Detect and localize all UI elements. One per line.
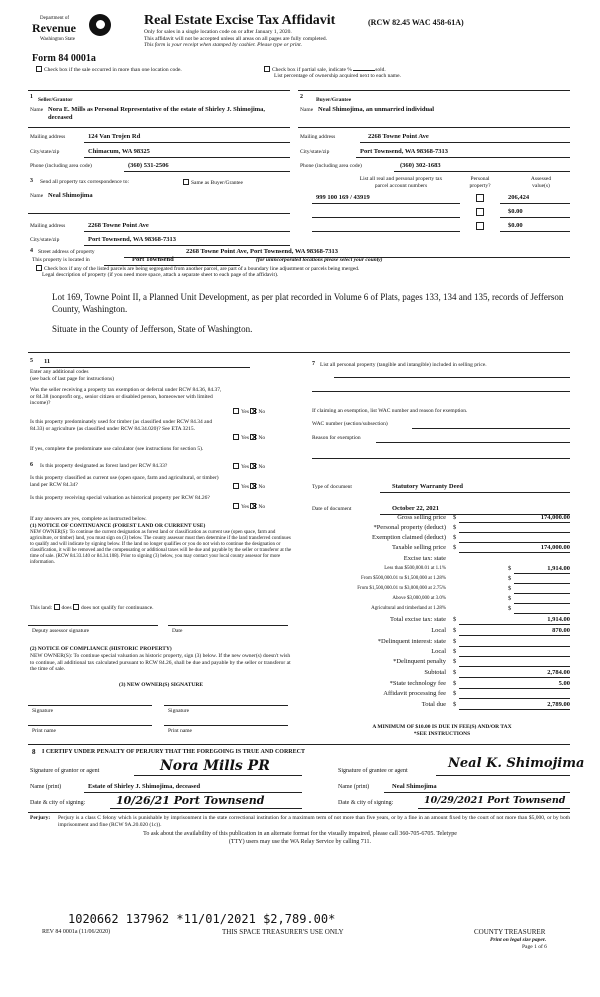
owner-print-label: Print name (168, 728, 192, 734)
buyer-name: Neal Shimojima, an unmarried individual (318, 106, 435, 113)
s6-num: 6 (30, 462, 33, 468)
s6-q2: Is this property classified as current use (open space, farm and agricultural, or timber) land per RCW 84.34? (30, 475, 219, 488)
owner-sig-label: Signature (32, 708, 54, 714)
personal-property-check[interactable] (476, 208, 484, 216)
street-num: 4 (30, 248, 33, 254)
owner-sig-label: Signature (168, 708, 190, 714)
exemption-reason-label: Reason for exemption (312, 435, 361, 441)
dor-logo-icon (89, 14, 111, 36)
header-note: Only for sales in a single location code on or after January 1, 2020. (144, 29, 292, 35)
parcel-value: $0.00 (508, 208, 523, 215)
segregation-check[interactable]: Check box if any of the listed parcels are being segregated from another parcel, are part of a boundary line adjustment or parcels being merged. (36, 265, 359, 273)
deputy-date-label: Date (172, 628, 183, 634)
calc-label: *Delinquent penalty (393, 658, 446, 665)
dollar-sign: $ (453, 680, 457, 687)
grantor-sig-label: Signature of grantor or agent (30, 768, 100, 774)
calc-label: Subtotal (424, 669, 446, 676)
parcels-h3: Personal (470, 176, 490, 182)
seller-phone-label: Phone (including area code) (30, 163, 92, 169)
form-rcw: (RCW 82.45 WAC 458-61A) (368, 18, 464, 27)
multi-location-check[interactable]: Check box if the sale occurred in more than one location code. (36, 66, 182, 74)
buyer-city-label: City/state/zip (300, 149, 330, 155)
buyer-mail-label: Mailing address (300, 134, 336, 140)
grantee-date-label: Date & city of signing: (338, 800, 394, 806)
dollar-sign: $ (453, 524, 457, 531)
calc-value: 174,000.00 (540, 514, 570, 521)
s5-codes-note: (see back of last page for instructions) (30, 375, 114, 382)
deputy-sig-label: Deputy assessor signature (32, 628, 90, 634)
owner-print-label: Print name (32, 728, 56, 734)
perjury-label: Perjury: (30, 815, 51, 821)
dollar-sign: $ (453, 658, 457, 665)
located-value: Port Townsend (132, 256, 174, 263)
parcels-h6: value(s) (532, 182, 550, 189)
seller-name: Nora E. Mills as Personal Representative of the estate of Shirley J. Shimojima, deceased (48, 106, 266, 121)
calc-label: Gross selling price (397, 514, 446, 521)
seller-mail-label: Mailing address (30, 134, 66, 140)
seller-city: Chimacum, WA 98325 (88, 148, 150, 155)
calc-label: Local (431, 627, 446, 634)
s6-q3-answer[interactable]: Yes No (233, 503, 265, 511)
s6-n3-heading: (3) NEW OWNER(S) SIGNATURE (119, 682, 203, 688)
calc-value: 1,914.00 (547, 616, 570, 623)
legal-situate: Situate in the County of Jefferson, State of Washington. (52, 324, 253, 334)
buyer-name-label: Name (300, 107, 314, 113)
tty-note: (TTY) users may use the WA Relay Service by calling 711. (228, 839, 372, 845)
calc-label: Above $3,000,000 at 3.0% (392, 596, 446, 601)
corr-name: Neal Shimojima (48, 192, 93, 199)
calc-label: Exemption claimed (deduct) (371, 534, 446, 541)
calc-label: Agricultural and timberland at 1.28% (371, 606, 446, 611)
s6-n1-heading: (1) NOTICE OF CONTINUANCE (FOREST LAND OR CURRENT USE) (30, 523, 206, 529)
located-note: (for unincorporated locations please select your county) (256, 257, 383, 263)
personal-property-check[interactable] (476, 194, 484, 202)
wac-number-label: WAC number (section/subsection) (312, 421, 388, 427)
s5-q1-answer[interactable]: Yes No (233, 408, 265, 416)
buyer-mail: 2268 Towne Point Ave (368, 133, 429, 140)
s6-q2-answer[interactable]: Yes No (233, 483, 265, 491)
calc-label: Excise tax: state (403, 555, 446, 562)
s5-q3: If yes, complete the predominate use calculator (see instructions for section 5). (30, 446, 204, 452)
treasurer-use-label: THIS SPACE TREASURER'S USE ONLY (222, 928, 344, 936)
certify-text: I CERTIFY UNDER PENALTY OF PERJURY THAT THE FOREGOING IS TRUE AND CORRECT (42, 749, 305, 755)
dollar-sign: $ (453, 514, 457, 521)
calc-value: 2,784.00 (547, 669, 570, 676)
s5-q1: Was the seller receiving a property tax exemption or deferral under RCW 84.36, 84.37, or 84.38 (nonprofit org., senior citizen or disabled person, homeowner with limited income)? (30, 387, 222, 406)
calc-value: 2,789.00 (547, 701, 570, 708)
grantor-signature: Nora Mills PR (160, 758, 270, 774)
corr-city-label: City/state/zip (30, 237, 60, 243)
dollar-sign: $ (453, 638, 457, 645)
parcel-value: $0.00 (508, 222, 523, 229)
treasurer-stamp: 1020662 137962 *11/01/2021 $2,789.00* (68, 912, 336, 926)
street-address: 2268 Towne Point Ave, Port Townsend, WA 98368-7313 (186, 248, 338, 255)
exemption-label: If claiming an exemption, list WAC number and reason for exemption. (312, 408, 468, 414)
doc-type: Statutory Warranty Deed (392, 483, 464, 490)
s6-n2-heading: (2) NOTICE OF COMPLIANCE (HISTORIC PROPERTY) (30, 646, 172, 652)
grantee-sig-label: Signature of grantee or agent (338, 768, 408, 774)
s8-num: 8 (32, 748, 36, 756)
s5-code: 11 (44, 358, 51, 365)
seller-heading: Seller/Grantor (38, 97, 73, 103)
corr-city: Port Townsend, WA 98368-7313 (88, 236, 177, 243)
s6-q3: Is this property receiving special valuation as historical property per RCW 84.26? (30, 495, 210, 501)
dollar-sign: $ (453, 534, 457, 541)
seller-phone: (360) 531-2506 (128, 162, 169, 169)
buyer-num: 2 (300, 94, 303, 100)
dollar-sign: $ (453, 690, 457, 697)
grantee-date-city: 10/29/2021 Port Townsend (424, 795, 566, 806)
s7-num: 7 (312, 361, 315, 367)
s7-label: List all personal property (tangible and intangible) included in selling price. (320, 362, 487, 368)
seller-num: 1 (30, 94, 33, 100)
dollar-sign: $ (453, 616, 457, 623)
buyer-phone-label: Phone (including area code) (300, 163, 362, 169)
dollar-sign: $ (508, 585, 512, 592)
seller-name-label: Name (30, 107, 44, 113)
header-note: This form is your receipt when stamped by cashier. Please type or print. (144, 42, 303, 48)
s6-note: If any answers are yes, complete as instructed below. (30, 516, 147, 522)
partial-sale-check[interactable]: Check box if partial sale, indicate % sold. (264, 66, 386, 74)
corr-name-label: Name (30, 193, 44, 199)
perjury-text: Perjury is a class C felony which is punishable by imprisonment in the state correctional institution for a maximum term of not more than five years, or by a fine in an amount fixed by the court of not more than $5,000, or by both imprisonment and fine (RCW 9A.20.020 (1c)). (58, 815, 570, 828)
buyer-heading: Buyer/Grantee (316, 97, 352, 103)
dollar-sign: $ (453, 669, 457, 676)
street-label: Street address of property (38, 249, 95, 255)
page-number: Page 1 of 6 (522, 944, 547, 950)
grantor-date-label: Date & city of signing: (30, 800, 86, 806)
parcels-h1: List all real and personal property tax (359, 176, 443, 182)
calc-value: 870.00 (552, 627, 570, 634)
s5-q2: Is this property predominately used for timber (as classified under RCW 84.34 and 84.33) or agriculture (as classified under RCW 84.34.020)? See ETA 3215. (30, 419, 213, 432)
doc-date: October 22, 2021 (392, 505, 439, 512)
parcel-value: 206,424 (508, 194, 530, 201)
partial-sale-note: List percentage of ownership acquired next to each name. (274, 73, 401, 79)
dollar-sign: $ (453, 627, 457, 634)
revenue-label: Revenue (32, 21, 76, 35)
grantee-name-label: Name (print) (338, 784, 370, 790)
calc-label: From $1,500,000.01 to $3,000,000 at 2.75% (357, 586, 446, 591)
dollar-sign: $ (453, 701, 457, 708)
dollar-sign: $ (508, 575, 512, 582)
corr-mail-label: Mailing address (30, 223, 66, 229)
calc-value: 5.00 (558, 680, 570, 687)
corr-num: 3 (30, 178, 33, 184)
grantee-signature: Neal K. Shimojima (448, 756, 585, 771)
calc-label: Less than $500,000.01 at 1.1% (384, 566, 446, 571)
buyer-phone: (360) 302-1683 (400, 162, 441, 169)
parcels-h2: parcel account numbers (374, 182, 428, 189)
parcels-h5: Assessed (530, 176, 552, 182)
corr-label: Send all property tax correspondence to: (40, 179, 130, 185)
grantor-date-city: 10/26/21 Port Townsend (116, 794, 265, 807)
buyer-city: Port Townsend, WA 98368-7313 (360, 148, 449, 155)
calc-label: Total due (421, 701, 446, 708)
legal-description: Lot 169, Towne Point II, a Planned Unit Development, as per plat recorded in Volume 6 of Plats, pages 133, 134 and 135, records of Jefferson County, Washington. (52, 292, 564, 314)
dollar-sign: $ (453, 648, 457, 655)
calc-label: Total excise tax: state (389, 616, 446, 623)
dollar-sign: $ (453, 544, 457, 551)
doc-date-label: Date of document (312, 506, 352, 512)
form-title: Real Estate Excise Tax Affidavit (144, 13, 336, 28)
calc-label: From $500,000.01 to $1,500,000 at 1.28% (361, 576, 446, 581)
dollar-sign: $ (508, 595, 512, 602)
calc-label: Taxable selling price (391, 544, 446, 551)
calc-label: Affidavit processing fee (383, 690, 446, 697)
parcels-h4: property? (469, 182, 491, 189)
grantor-name: Estate of Shirley J. Shimojima, deceased (88, 783, 201, 790)
personal-property-check[interactable] (476, 222, 484, 230)
grantee-name: Neal Shimojima (392, 783, 437, 790)
alt-format-note: To ask about the availability of this publication in an alternate format for the visually impaired, please call 360-705-6705. Teletype (143, 831, 457, 837)
grantor-name-label: Name (print) (30, 784, 62, 790)
s5-q2-answer[interactable]: Yes No (233, 434, 265, 442)
calc-value: 174,000.00 (540, 544, 570, 551)
dollar-sign: $ (508, 605, 512, 612)
calc-label: *State technology fee (389, 680, 446, 687)
minimum-note: A MINIMUM OF $10.00 IS DUE IN FEE(S) AND/OR TAX (372, 724, 512, 730)
s6-q1: Is this property designated as forest land per RCW 84.33? (40, 463, 168, 469)
legal-desc-label: Legal description of property (if you need more space, attach a separate sheet to each page of the affidavit). (42, 272, 279, 278)
calc-label: *Personal property (deduct) (373, 524, 446, 531)
dollar-sign: $ (508, 565, 512, 572)
calc-value: 1,914.00 (547, 565, 570, 572)
seller-city-label: City/state/zip (30, 149, 60, 155)
parcel-number: 999 100 169 / 43919 (316, 194, 370, 201)
same-as-buyer-check[interactable]: Same as Buyer/Grantee (183, 179, 243, 187)
state-label: Washington State (40, 37, 76, 42)
legal-paper-note: Print on legal size paper. (490, 937, 547, 943)
s5-codes-label: Enter any additional codes (30, 369, 89, 375)
located-label: This property is located in (32, 257, 90, 263)
calc-label: Local (431, 648, 446, 655)
instructions-note: *SEE INSTRUCTIONS (413, 730, 471, 737)
form-revision: REV 84 0001a (11/06/2020) (42, 929, 111, 935)
dept-label: Department of (40, 16, 70, 21)
s6-n1-text: NEW OWNER(S): To continue the current designation as forest land or classification as current use (open space, farm and agriculture, or timber) land, you must sign on (3) below. The county assessor must then determine if the land transferred continues to qualify and will indicate by signing below. If the land no longer qualifies or you do not wish to continue the designation or classification, it will be removed and the compensating or additional taxes will be due and payable by the seller or transferor at the time of sale. (RCW 84.33.140 or 84.34.108). Prior to signing (3) below, you may contact your local county assessor for more information. (30, 530, 292, 565)
land-qualify[interactable]: This land: does does not qualify for continuance. (30, 605, 154, 611)
doc-type-label: Type of document (312, 484, 352, 490)
s5-num: 5 (30, 358, 33, 364)
s6-q1-answer[interactable]: Yes No (233, 463, 265, 471)
form-number: Form 84 0001a (32, 53, 96, 64)
county-treasurer: COUNTY TREASURER (474, 928, 546, 936)
seller-mail: 124 Van Trojen Rd (88, 133, 141, 140)
s6-n2-text: NEW OWNER(S): To continue special valuation as historic property, sign (3) below. If the new owner(s) doesn't wish to continue, all additional tax calculated pursuant to RCW 84.26, shall be due and payable by the seller or transferor at the time of sale. (30, 653, 291, 672)
header-note: This affidavit will not be accepted unless all areas on all pages are fully completed. (144, 35, 328, 42)
corr-mail: 2268 Towne Point Ave (88, 222, 149, 229)
calc-label: *Delinquent interest: state (377, 638, 446, 645)
